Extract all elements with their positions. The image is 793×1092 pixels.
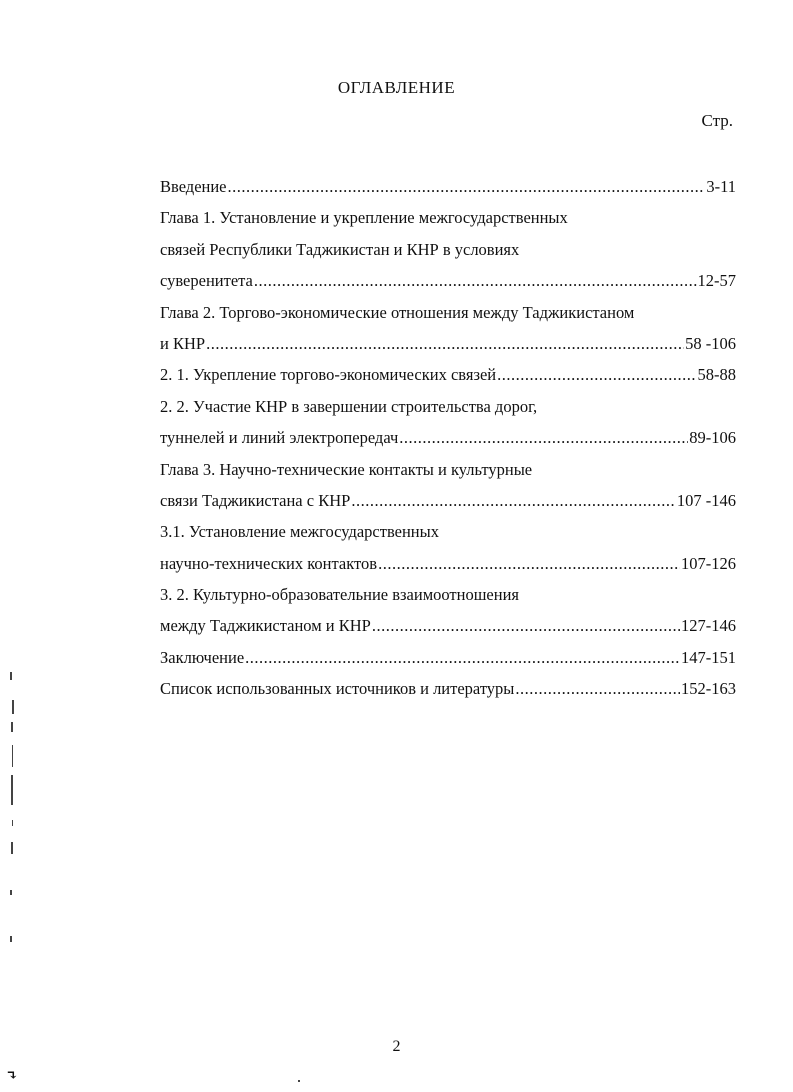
toc-entry-text: 2. 1. Укрепление торгово-экономических связей	[160, 365, 497, 385]
toc-page-range: 147-151	[681, 647, 736, 667]
toc-line	[160, 673, 736, 704]
toc-entry-text: 3.1. Установление межгосударственных	[160, 522, 439, 542]
toc-entry-text: суверенитета	[160, 271, 253, 291]
toc-leader-dots	[378, 548, 680, 579]
toc-page-range: 152-163	[681, 679, 736, 699]
toc-leader-dots	[206, 328, 684, 359]
toc-entry-text: 3. 2. Культурно-образовательние взаимоотношения	[160, 585, 520, 605]
toc-line	[160, 359, 736, 390]
page-title: ОГЛАВЛЕНИЕ	[337, 78, 456, 97]
toc-leader-dots	[254, 265, 697, 296]
toc-leader-dots	[515, 673, 680, 704]
toc-line	[160, 516, 736, 547]
toc-leader-dots	[372, 610, 680, 641]
toc-leader-dots	[351, 485, 676, 516]
toc-leader-dots	[497, 359, 696, 390]
toc-page-range: 3-11	[706, 177, 736, 196]
toc-entry-text: Глава 3. Научно-технические контакты и культурные	[160, 459, 533, 479]
toc-line	[160, 328, 736, 359]
toc-line	[160, 485, 736, 516]
toc-line	[160, 265, 736, 296]
toc-entry-text: Список использованных источников и литературы	[160, 679, 515, 699]
toc-page-range: 107 -146	[676, 490, 736, 510]
toc-entry-text: научно-технических контактов	[160, 553, 378, 573]
toc-line	[160, 610, 736, 641]
toc-line	[160, 391, 736, 422]
toc-leader-dots	[228, 171, 706, 202]
toc-page-range: 58 -106	[685, 333, 736, 353]
toc-page-range: 12-57	[697, 271, 736, 291]
toc-entry-text: 2. 2. Участие КНР в завершении строительства дорог,	[160, 396, 538, 416]
toc-leader-dots	[399, 422, 688, 453]
toc-entry-text: связи Таджикистана с КНР	[160, 490, 351, 510]
toc-line	[160, 234, 736, 265]
toc-line	[160, 642, 736, 673]
toc-entry-text: и КНР	[160, 333, 206, 353]
toc-page-range: 107-126	[681, 553, 736, 573]
toc-line	[160, 297, 736, 328]
toc-entry-text: связей Республики Таджикистан и КНР в условиях	[160, 239, 520, 259]
page-number: 2	[392, 1038, 401, 1055]
toc-page-range: 89-106	[689, 428, 736, 448]
toc-line	[160, 171, 736, 202]
page-column-label: Стр.	[701, 111, 733, 130]
toc-page-range: 58-88	[697, 365, 736, 385]
scan-mark-glyph: ↴	[6, 1069, 18, 1084]
toc-entry-text: Глава 2. Торгово-экономические отношения между Таджикистаном	[160, 302, 635, 322]
toc-line	[160, 454, 736, 485]
toc-line	[160, 422, 736, 453]
toc-line	[160, 579, 736, 610]
table-of-contents	[160, 171, 736, 705]
toc-entry-text: между Таджикистаном и КНР	[160, 616, 371, 636]
toc-leader-dots	[245, 642, 680, 673]
toc-entry-text: Глава 1. Установление и укрепление межгосударственных	[160, 208, 568, 228]
toc-line	[160, 202, 736, 233]
toc-line	[160, 548, 736, 579]
toc-entry-text: Введение	[160, 177, 227, 196]
toc-page-range: 127-146	[681, 616, 736, 636]
toc-entry-text: туннелей и линий электропередач	[160, 428, 399, 448]
toc-entry-text: Заключение	[160, 647, 245, 667]
